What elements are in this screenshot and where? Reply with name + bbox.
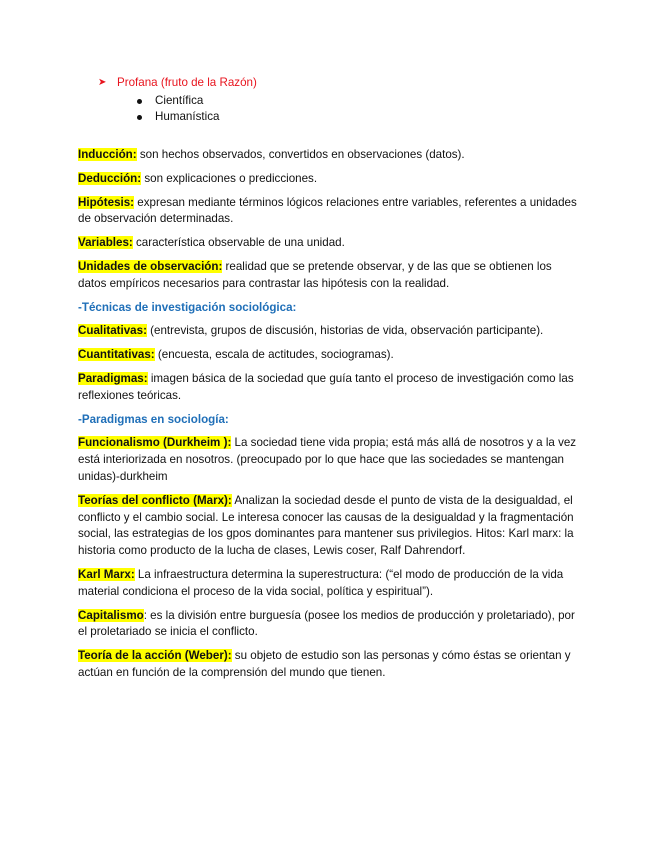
definition-term: Deducción: [78, 171, 142, 185]
definition-paradigmas [78, 371, 578, 405]
definition-induccion [78, 147, 578, 164]
section-heading-paradigmas: -Paradigmas en sociología: [78, 412, 229, 426]
definition-unidades [78, 259, 578, 293]
definition-karl-marx [78, 567, 578, 601]
definition-text: La sociedad tiene vida propia; está más allá de nosotros y a la vez está interiorizada en nosotros. (preocupado por lo que hace que las sociedades se mantengan unidas)-durkheim [78, 436, 577, 483]
definition-term: Paradigmas: [78, 371, 148, 385]
definition-term: Inducción: [78, 148, 137, 161]
definition-term: Variables: [78, 236, 133, 250]
definition-cuantitativas [78, 347, 578, 364]
definition-text: son explicaciones o predicciones. [141, 171, 318, 185]
bullet-dot-icon [137, 99, 142, 104]
definition-term: Capitalismo [78, 608, 144, 622]
definition-text: expresan mediante términos lógicos relaciones entre variables, referentes a unidades de observación determinadas. [78, 195, 577, 226]
definition-text: son hechos observados, convertidos en observaciones (datos). [136, 148, 465, 161]
definition-text: La infraestructura determina la superestructura: (“el modo de producción de la vida material condiciona el proceso de la vida social, política y espiritual”). [78, 567, 564, 598]
definition-term: Teoría de la acción (Weber): [78, 649, 232, 663]
definition-cualitativas [78, 323, 578, 340]
sub-item-label: Científica [155, 94, 204, 107]
definition-term: Hipótesis: [78, 195, 135, 209]
list-item-label: Profana (fruto de la Razón) [117, 76, 257, 89]
arrow-bullet-icon: ➤ [98, 77, 107, 88]
list-item-profana [0, 75, 655, 93]
definition-teoria-accion [78, 648, 578, 682]
definition-text: Analizan la sociedad desde el punto de vista de la desigualdad, el conflicto y el cambio social. Le interesa conocer las causas de la desigualdad y la fragmentación social, las estrategias de los gpos dominantes para mantener sus privilegios. Hitos: Karl marx: la historia como producto de la lucha de clases, Lewis coser, Ralf Dahrendorf. [78, 493, 574, 558]
section-heading-tecnicas: -Técnicas de investigación sociológica: [78, 300, 297, 314]
definition-term: Teorías del conflicto (Marx): [78, 493, 232, 507]
definition-text: realidad que se pretende observar, y de las que se obtienen los datos empíricos necesarios para contrastar las hipótesis con la realidad. [78, 259, 552, 290]
definition-capitalismo [78, 608, 578, 642]
bullet-dot-icon [137, 115, 142, 120]
definition-hipotesis [78, 195, 578, 229]
definition-text: característica observable de una unidad. [132, 236, 345, 250]
razon-list [0, 75, 655, 125]
sub-item-cientifica [0, 93, 655, 109]
notes-body [78, 147, 578, 689]
definition-text: imagen básica de la sociedad que guía tanto el proceso de investigación como las reflexiones teóricas. [78, 371, 574, 402]
sub-item-humanistica [0, 109, 655, 125]
definition-text: (encuesta, escala de actitudes, sociogramas). [154, 348, 394, 362]
definition-term: Cualitativas: [78, 324, 147, 338]
definition-teorias-conflicto [78, 493, 578, 560]
definition-text: su objeto de estudio son las personas y cómo éstas se orientan y actúan en función de la comprensión del mundo que tienen. [78, 649, 571, 679]
sub-item-label: Humanística [155, 110, 220, 123]
definition-term: Karl Marx: [78, 567, 135, 581]
definition-term: Cuantitativas: [78, 348, 155, 362]
definition-variables [78, 235, 578, 252]
definition-term: Funcionalismo (Durkheim ): [78, 436, 232, 450]
definition-deduccion [78, 171, 578, 188]
definition-funcionalismo [78, 435, 578, 485]
definition-text: : es la división entre burguesía (posee los medios de producción y proletariado), por el proletariado se inicia el conflicto. [78, 608, 575, 639]
definition-term: Unidades de observación: [78, 259, 223, 273]
definition-text: (entrevista, grupos de discusión, historias de vida, observación participante). [146, 324, 544, 338]
